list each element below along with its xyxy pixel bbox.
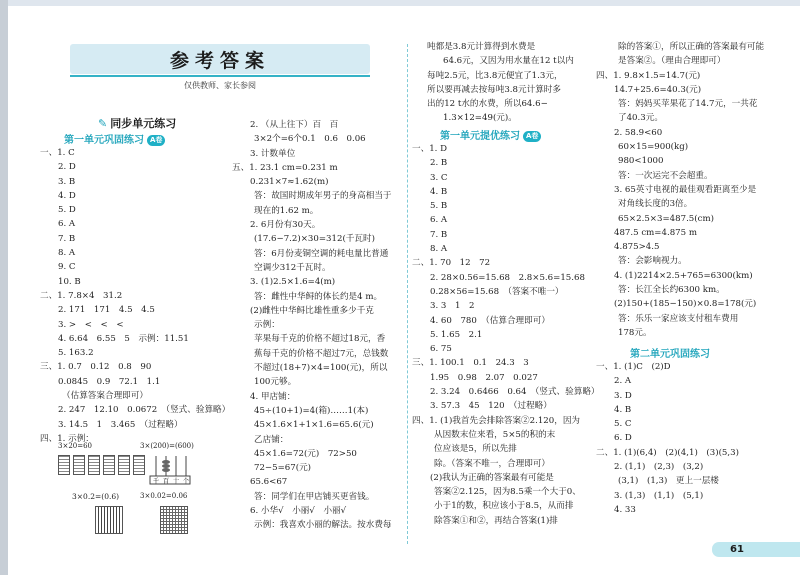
answer-line: 答：长江全长约6300 km。 bbox=[618, 285, 725, 296]
card-bundle bbox=[58, 455, 70, 475]
answer-line: 6. A bbox=[58, 219, 76, 230]
answer-line: 答：雌性中华鲟的体长约是4 m。 bbox=[254, 291, 383, 302]
abacus-label: 个 bbox=[183, 478, 190, 485]
answer-line: 0.28×56=15.68 （答案不唯一） bbox=[430, 286, 564, 297]
answer-line: 5. 163.2 bbox=[58, 348, 94, 359]
answer-line: 了40.3元。 bbox=[618, 113, 663, 124]
answer-line: 每吨2.5元，比3.8元便宜了1.3元， bbox=[427, 70, 563, 81]
answer-line: 小于1的数，积应该小于8.5，从而排 bbox=[434, 501, 574, 512]
answer-line: 6. A bbox=[430, 215, 448, 226]
answer-line: 0.231×7≈1.62(m) bbox=[250, 177, 329, 188]
answer-line: 3. 14.5 1 3.465 （过程略） bbox=[58, 419, 183, 430]
answer-line: 二、1. 70 12 72 bbox=[412, 258, 491, 269]
answer-line: 45×1.6×1+1×1.6=65.6(元) bbox=[254, 420, 374, 431]
answer-line: 答：妈妈买苹果花了14.7元，一共花 bbox=[618, 99, 758, 110]
answer-line: 2. 3.24 0.6466 0.64 （竖式、验算略） bbox=[430, 387, 600, 398]
answer-line: 所以要再减去按每吨3.8元计算时多 bbox=[427, 84, 561, 95]
page-subtitle: 仅供教师、家长参阅 bbox=[184, 81, 256, 90]
answer-line: 100元够。 bbox=[254, 377, 297, 388]
card-bundle bbox=[73, 455, 85, 475]
answer-line: 一、1. (1)C (2)D bbox=[596, 362, 671, 372]
answer-line: 1.95 0.98 2.07 0.027 bbox=[430, 372, 538, 383]
answer-line: 示例： bbox=[254, 320, 280, 331]
answer-line: 3. 计数单位 bbox=[250, 148, 296, 159]
answer-line: （估算答案合理即可） bbox=[62, 391, 148, 402]
answer-line: 空调少312千瓦时。 bbox=[254, 262, 331, 273]
answer-line: 45×1.6=72(元) 72>50 bbox=[254, 448, 357, 459]
answer-line: 一、1. C bbox=[40, 148, 75, 158]
answer-line: 3. B bbox=[58, 176, 76, 187]
answer-line: 蕉每千克的价格不超过7元，总钱数 bbox=[254, 348, 389, 359]
answer-line: 3. (1)2.5×1.6=4(m) bbox=[250, 277, 336, 288]
left-binding-strip bbox=[0, 0, 8, 575]
answer-line: 四、1. 9.8×1.5=14.7(元) bbox=[596, 70, 701, 81]
answer-line: 3. 65英寸电视的最佳观看距离至少是 bbox=[614, 184, 757, 195]
answer-line: 14.7+25.6=40.3(元) bbox=[614, 84, 702, 95]
answer-line: (2)150+(185−150)×0.8=178(元) bbox=[614, 299, 757, 310]
answer-line: 5. B bbox=[430, 201, 448, 212]
answer-line: 4. 60 780 （估算合理即可） bbox=[430, 315, 550, 326]
answer-line: 示例：我喜欢小丽的解法。按水费每 bbox=[254, 520, 392, 531]
answer-line: 10. B bbox=[58, 276, 81, 287]
col3-answers bbox=[412, 142, 600, 528]
col2-answers bbox=[232, 118, 392, 533]
page-number: 61 bbox=[712, 542, 762, 557]
figure2-caption: 3×(200)=(600) bbox=[140, 442, 194, 450]
answer-line: 2. (1,1) (2,3) (3,2) bbox=[614, 462, 704, 473]
answer-line: 3. C bbox=[430, 172, 448, 183]
answer-line: 2. （从上往下）百 百 bbox=[250, 120, 339, 130]
page-title: 参考答案 bbox=[169, 49, 270, 72]
answer-line: 1.3×12=49(元)。 bbox=[443, 113, 517, 124]
abacus-label: 千 bbox=[153, 478, 160, 485]
answer-line: 3. (1,3) (1,1) (5,1) bbox=[614, 490, 704, 501]
answer-line: 64.6元，又因为用水量在12 t以内 bbox=[443, 56, 574, 67]
answer-line: 4.875>4.5 bbox=[614, 242, 660, 253]
col1-section-heading bbox=[64, 131, 165, 146]
card-bundle bbox=[103, 455, 115, 475]
col4-section-heading bbox=[630, 345, 710, 360]
answer-line: 4. D bbox=[58, 190, 76, 201]
answer-line: 除的答案①，所以正确的答案最有可能 bbox=[618, 42, 765, 52]
answer-line: 4. B bbox=[430, 186, 448, 197]
grid-figures-2 bbox=[160, 506, 188, 534]
answer-line: 487.5 cm=4.875 m bbox=[614, 227, 697, 238]
answer-line: 2. A bbox=[614, 376, 632, 387]
col4-section-title: 第二单元巩固练习 bbox=[630, 349, 710, 360]
answer-line: 72−5=67(元) bbox=[254, 463, 312, 474]
answer-line: 二、1. 7.8×4 31.2 bbox=[40, 290, 123, 301]
answer-line: 6. 小华√ 小丽√ 小丽√ bbox=[250, 506, 347, 517]
answer-line: 2. 28×0.56=15.68 2.8×5.6=15.68 bbox=[430, 272, 585, 283]
column-divider bbox=[407, 44, 408, 544]
answer-line: 7. B bbox=[58, 233, 76, 244]
figure1-caption: 3×20=60 bbox=[58, 442, 92, 450]
top-bar bbox=[0, 0, 800, 6]
card-bundle bbox=[133, 455, 145, 475]
answer-line: 不超过(18+7)×4=100(元)，所以 bbox=[254, 363, 388, 374]
answer-line: 苹果每千克的价格不超过18元，香 bbox=[254, 334, 386, 345]
answer-line: 4. (1)2214×2.5+765=6300(km) bbox=[614, 270, 753, 281]
grid-figure bbox=[160, 506, 188, 534]
col4-continued bbox=[596, 40, 764, 340]
col3-section-heading bbox=[440, 127, 541, 142]
answer-line: 6. D bbox=[614, 433, 632, 444]
col1-section-title: 第一单元巩固练习 bbox=[64, 135, 144, 146]
answer-line: 178元。 bbox=[618, 327, 652, 338]
answer-line: 65×2.5×3=487.5(cm) bbox=[618, 213, 714, 224]
answer-line: 0.0845 0.9 72.1 1.1 bbox=[58, 376, 161, 387]
answer-line: 4. 甲店铺： bbox=[250, 391, 296, 402]
figure-cards bbox=[58, 455, 145, 475]
answer-line: 9. C bbox=[58, 262, 76, 273]
answer-line: 2. 171 171 4.5 4.5 bbox=[58, 305, 155, 316]
page-title-box bbox=[70, 44, 370, 74]
answer-line: 一、1. D bbox=[412, 144, 448, 154]
answer-line: (2)雌性中华鲟比雄性重多少千克 bbox=[250, 305, 374, 316]
answer-line: 2. B bbox=[430, 158, 448, 169]
card-bundle bbox=[88, 455, 100, 475]
answer-line: 四、1. 示例： bbox=[40, 433, 94, 444]
answer-line: 2. 6月份有30天。 bbox=[250, 220, 321, 231]
answer-line: 对角线长度的3倍。 bbox=[618, 199, 693, 210]
answer-line: 答：一次运完不会超重。 bbox=[618, 170, 713, 181]
answer-line: 2. D bbox=[58, 162, 76, 173]
abacus-figure bbox=[148, 452, 192, 486]
answer-line: 从因数末位来看，5×5的积的末 bbox=[434, 429, 556, 440]
answer-line: 四、1. (1)我首先会排除答案②2.120，因为 bbox=[412, 415, 581, 426]
answer-line: (17.6−7.2)×30=312(千瓦时) bbox=[254, 234, 375, 245]
card-bundle bbox=[118, 455, 130, 475]
answer-line: 3. 3 1 2 bbox=[430, 301, 475, 312]
answer-line: 980<1000 bbox=[618, 156, 664, 167]
figure4-caption: 3×0.02=0.06 bbox=[140, 492, 188, 500]
sync-title: 同步单元练习 bbox=[110, 117, 177, 130]
answer-line: 8. A bbox=[430, 244, 448, 255]
answer-line: 三、1. 0.7 0.12 0.8 90 bbox=[40, 362, 152, 373]
answer-line: 答案②2.125，因为8.5乘一个大于0、 bbox=[434, 487, 581, 498]
answer-line: 答：同学们在甲店铺买更省钱。 bbox=[254, 491, 375, 502]
answer-line: 5. C bbox=[614, 419, 632, 430]
page-number-bar bbox=[762, 542, 800, 557]
col4-answers bbox=[596, 360, 739, 517]
answer-line: 二、1. (1)(6,4) (2)(4,1) (3)(5,3) bbox=[596, 447, 739, 458]
col1-section-badge: A卷 bbox=[147, 135, 165, 146]
grid-figures bbox=[95, 506, 123, 534]
col1-answers bbox=[40, 146, 230, 446]
answer-line: (2)我认为正确的答案最有可能是 bbox=[430, 472, 554, 483]
answer-line: 是答案②。（理由合理即可） bbox=[618, 56, 726, 67]
answer-line: 2. 58.9<60 bbox=[614, 127, 663, 138]
answer-line: 除。（答案不唯一，合理即可） bbox=[434, 458, 551, 469]
answer-line: 除答案①和②，再结合答案(1)排 bbox=[434, 515, 558, 526]
answer-line: 2. 247 12.10 0.0672 （竖式、验算略） bbox=[58, 405, 231, 416]
answer-line: 乙店铺： bbox=[254, 434, 289, 445]
abacus-label: 百 bbox=[163, 478, 170, 485]
title-underline bbox=[70, 75, 370, 77]
answer-line: 3. D bbox=[614, 390, 632, 401]
answer-line: 3. > < < < bbox=[58, 319, 124, 330]
sync-heading bbox=[98, 115, 176, 131]
col3-continued bbox=[427, 40, 574, 126]
answer-line: 答：故国时期成年男子的身高相当于 bbox=[254, 191, 392, 202]
answer-line: 4. B bbox=[614, 404, 632, 415]
grid-figure bbox=[95, 506, 123, 534]
answer-line: 位应该是5，所以先排 bbox=[434, 444, 517, 455]
col3-section-title: 第一单元提优练习 bbox=[440, 131, 520, 142]
answer-line: 3×2个=6个0.1 0.6 0.06 bbox=[254, 134, 366, 145]
answer-line: 8. A bbox=[58, 248, 76, 259]
answer-line: 三、1. 100.1 0.1 24.3 3 bbox=[412, 358, 529, 369]
answer-line: 65.6<67 bbox=[250, 477, 288, 488]
answer-line: 45÷(10+1)=4(箱)……1(本) bbox=[254, 405, 369, 416]
answer-line: 出的12 t水的水费，所以64.6− bbox=[427, 99, 548, 110]
answer-line: 6. 75 bbox=[430, 344, 452, 355]
answer-line: 60×15=900(kg) bbox=[618, 142, 689, 153]
answer-line: 现在的1.62 m。 bbox=[254, 205, 319, 216]
answer-line: 4. 6.64 6.55 5 示例：11.51 bbox=[58, 333, 189, 344]
answer-line: 5. D bbox=[58, 205, 76, 216]
answer-line: 4. 33 bbox=[614, 504, 636, 515]
col3-section-badge: A卷 bbox=[523, 131, 541, 142]
answer-line: 5. 1.65 2.1 bbox=[430, 329, 483, 340]
answer-line: 吨都是3.8元计算得到水费是 bbox=[427, 42, 536, 52]
figure3-caption: 3×0.2=(0.6) bbox=[72, 492, 120, 501]
answer-line: 五、1. 23.1 cm=0.231 m bbox=[232, 162, 338, 173]
answer-line: 7. B bbox=[430, 229, 448, 240]
answer-line: 答：6月份麦铜空调的耗电量比普通 bbox=[254, 248, 389, 259]
pen-icon: ✎ bbox=[98, 117, 108, 130]
abacus-label: 十 bbox=[173, 478, 180, 485]
answer-line: 3. 57.3 45 120 （过程略） bbox=[430, 401, 552, 412]
answer-line: (3,1) (1,3) 更上一层楼 bbox=[618, 476, 719, 487]
answer-line: 答：乐乐一家应该支付租车费用 bbox=[618, 313, 739, 324]
answer-line: 答：会影响视力。 bbox=[618, 256, 687, 267]
